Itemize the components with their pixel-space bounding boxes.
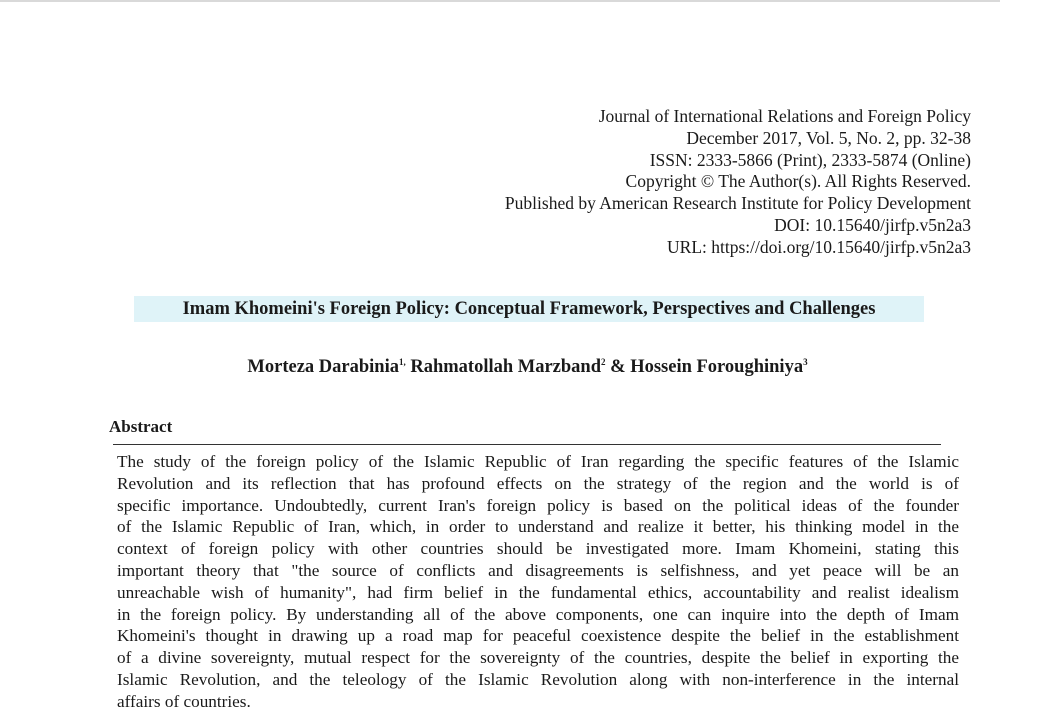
author-name: Rahmatollah Marzband: [410, 357, 602, 377]
abstract-line: specific importance. Undoubtedly, current Iran's foreign policy is based on the political ideas of the founder: [117, 495, 959, 515]
abstract-line: Revolution and its reflection that has profound effects on the strategy of the region and the world is of: [117, 473, 959, 493]
abstract-line: important theory that "the source of conflicts and disagreements is selfishness, and yet peace will be an: [117, 560, 959, 580]
author-list: [0, 355, 1055, 379]
abstract-line: Islamic Revolution, and the teleology of the Islamic Revolution along with non-interference in the internal: [117, 669, 959, 689]
abstract-line: context of foreign policy with other countries should be investigated more. Imam Khomeini, stating this: [117, 539, 959, 559]
abstract-line: of a divine sovereignty, mutual respect for the sovereignty of the countries, despite the belief in exporting the: [117, 648, 959, 668]
author-name: Hossein Foroughiniya: [630, 357, 804, 377]
journal-doi: DOI: 10.15640/jirfp.v5n2a3: [774, 214, 971, 235]
journal-name: Journal of International Relations and Foreign Policy: [598, 106, 971, 126]
page-top-rule: [0, 0, 1000, 2]
journal-info-block: [505, 106, 971, 259]
journal-copyright: Copyright © The Author(s). All Rights Reserved.: [625, 171, 971, 192]
abstract-heading: Abstract: [109, 417, 173, 436]
author-affiliation-marker: 3: [803, 356, 808, 367]
abstract-line: Khomeini's thought in drawing up a road map for peaceful coexistence despite the belief in the establishment: [117, 626, 959, 646]
paper-title: Imam Khomeini's Foreign Policy: Conceptual Framework, Perspectives and Challenges: [134, 296, 924, 322]
abstract-line: affairs of countries.: [117, 691, 251, 711]
author-connector: &: [610, 357, 626, 377]
abstract-line: in the foreign policy. By understanding all of the above components, one can inquire into the depth of Imam: [117, 604, 959, 624]
abstract-line: The study of the foreign policy of the Islamic Republic of Iran regarding the specific features of the Islamic: [117, 452, 959, 471]
journal-issn: ISSN: 2333-5866 (Print), 2333-5874 (Online): [649, 149, 971, 170]
abstract-line: of the Islamic Republic of Iran, which, in order to understand and realize it better, his thinking model in the: [117, 517, 959, 537]
author-affiliation-marker: 2: [601, 356, 606, 367]
journal-url[interactable]: URL: https://doi.org/10.15640/jirfp.v5n2a3: [667, 236, 971, 257]
abstract-line: unreachable wish of humanity", had firm belief in the fundamental ethics, accountability and realist idealism: [117, 582, 959, 602]
author-name: Morteza Darabinia: [247, 357, 399, 377]
journal-issue: December 2017, Vol. 5, No. 2, pp. 32-38: [686, 127, 971, 148]
abstract-body: [117, 451, 959, 713]
author-affiliation-marker: 1,: [398, 356, 406, 367]
abstract-divider: [113, 444, 941, 445]
journal-publisher: Published by American Research Institute for Policy Development: [504, 193, 971, 214]
